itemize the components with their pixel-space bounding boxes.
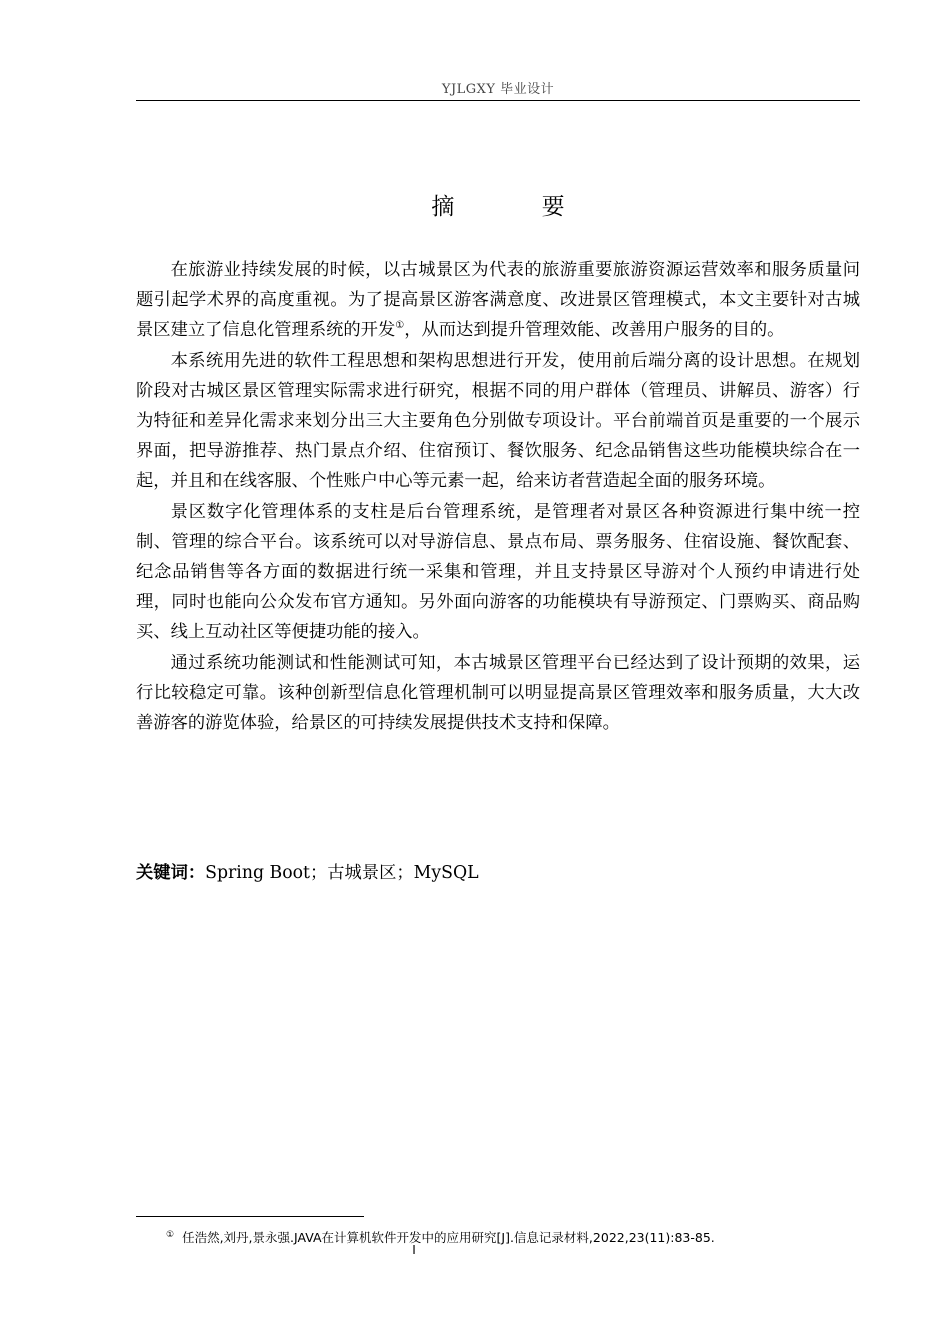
paragraph-text: ，从而达到提升管理效能、改善用户服务的目的。 — [404, 320, 785, 341]
abstract-paragraph: 通过系统功能测试和性能测试可知，本古城景区管理平台已经达到了设计预期的效果，运行比较稳定可靠。该种创新型信息化管理机制可以明显提高景区管理效率和服务质量，大大改善游客的游览体验，给景区的可持续发展提供技术支持和保障。 — [136, 652, 860, 734]
page-number: I — [412, 1243, 416, 1257]
footnote-divider — [136, 1216, 364, 1217]
abstract-paragraph — [136, 255, 860, 346]
keywords-value: Spring Boot；古城景区；MySQL — [205, 863, 479, 883]
abstract-title: 摘 要 — [431, 194, 605, 220]
footnote-reference[interactable]: ① — [395, 320, 405, 332]
footnote-text: 任浩然,刘丹,景永强.JAVA在计算机软件开发中的应用研究[J].信息记录材料,2022,23(11):83-85. — [182, 1230, 715, 1246]
abstract-body — [136, 255, 860, 738]
keywords — [136, 858, 860, 888]
header-divider — [136, 100, 860, 101]
abstract-paragraph: 景区数字化管理体系的支柱是后台管理系统，是管理者对景区各种资源进行集中统一控制、管理的综合平台。该系统可以对导游信息、景点布局、票务服务、住宿设施、餐饮配套、纪念品销售等各方面的数据进行统一采集和管理，并且支持景区导游对个人预约申请进行处理，同时也能向公众发布官方通知。另外面向游客的功能模块有导游预定、门票购买、商品购买、线上互动社区等便捷功能的接入。 — [136, 501, 860, 643]
abstract-paragraph: 本系统用先进的软件工程思想和架构思想进行开发，使用前后端分离的设计思想。在规划阶段对古城区景区管理实际需求进行研究，根据不同的用户群体（管理员、讲解员、游客）行为特征和差异化需求来划分出三大主要角色分别做专项设计。平台前端首页是重要的一个展示界面，把导游推荐、热门景点介绍、住宿预订、餐饮服务、纪念品销售这些功能模块综合在一起，并且和在线客服、个性账户中心等元素一起，给来访者营造起全面的服务环境。 — [136, 350, 860, 492]
page-header: YJLGXY 毕业设计 — [441, 82, 555, 97]
keywords-label: 关键词： — [136, 863, 206, 883]
paragraph-text: 在旅游业持续发展的时候，以古城景区为代表的旅游重要旅游资源运营效率和服务质量问题引起学术界的高度重视。为了提高景区游客满意度、改进景区管理模式，本文主要针对古城景区建立了信息化管理系统的开发 — [136, 260, 860, 341]
footnote-mark: ① — [166, 1230, 175, 1240]
